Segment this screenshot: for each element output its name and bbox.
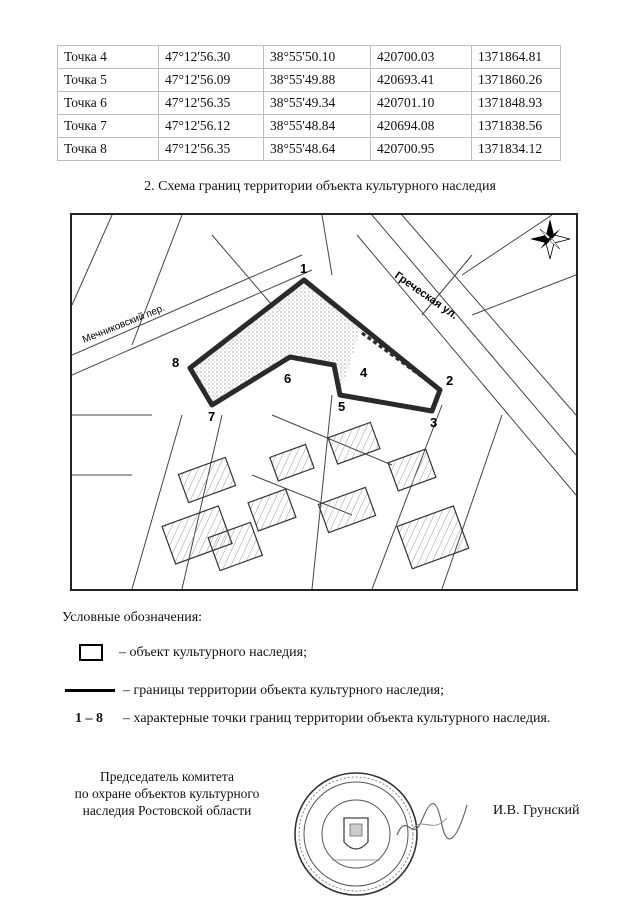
signatory-position-line-2: по охране объектов культурного <box>74 786 260 801</box>
table-cell: 38°55'48.84 <box>264 115 371 138</box>
point-label-7: 7 <box>208 409 216 424</box>
street-label-grecheskaya: Греческая ул. <box>392 269 460 322</box>
point-label-5: 5 <box>338 399 346 414</box>
table-cell: 420701.10 <box>371 92 472 115</box>
table-cell: 420700.95 <box>371 138 472 161</box>
signatory-position-line-1: Председатель комитета <box>100 769 234 784</box>
map-drawing <box>72 215 576 589</box>
building-outlines <box>162 422 469 570</box>
signatory-position <box>62 768 272 819</box>
table-cell: Точка 4 <box>58 46 159 69</box>
legend-border-label: – границы территории объекта культурного наследия; <box>123 683 444 698</box>
table-row <box>58 69 561 92</box>
table-row <box>58 92 561 115</box>
point-label-8: 8 <box>172 355 180 370</box>
table-cell: 38°55'48.64 <box>264 138 371 161</box>
table-row <box>58 138 561 161</box>
table-cell: 420693.41 <box>371 69 472 92</box>
table-cell: 47°12'56.30 <box>159 46 264 69</box>
legend-object-label: – объект культурного наследия; <box>119 645 307 660</box>
point-label-1: 1 <box>300 261 308 276</box>
street-label-mechnikovsky: Мечниковский пер. <box>81 302 167 346</box>
table-cell: 1371864.81 <box>472 46 561 69</box>
legend-object-symbol <box>79 644 103 661</box>
table-cell: 47°12'56.35 <box>159 92 264 115</box>
boundary-map <box>70 213 578 591</box>
signatory-name: И.В. Грунский <box>493 803 580 818</box>
point-label-4: 4 <box>360 365 368 380</box>
table-cell: 420700.03 <box>371 46 472 69</box>
point-label-6: 6 <box>284 371 292 386</box>
table-cell: Точка 6 <box>58 92 159 115</box>
table-row <box>58 115 561 138</box>
table-cell: Точка 7 <box>58 115 159 138</box>
table-cell: 1371834.12 <box>472 138 561 161</box>
legend-border-symbol <box>65 689 115 692</box>
table-cell: Точка 5 <box>58 69 159 92</box>
cadastral-lines <box>72 215 576 589</box>
table-cell: 38°55'49.88 <box>264 69 371 92</box>
handwritten-signature <box>392 790 472 850</box>
point-label-3: 3 <box>430 415 438 430</box>
legend-points-label: – характерные точки границ территории объекта культурного наследия. <box>123 711 551 726</box>
point-label-2: 2 <box>446 373 454 388</box>
legend-title: Условные обозначения: <box>62 610 203 625</box>
table-cell: 1371860.26 <box>472 69 561 92</box>
table-cell: 420694.08 <box>371 115 472 138</box>
table-cell: 47°12'56.35 <box>159 138 264 161</box>
table-cell: 38°55'49.34 <box>264 92 371 115</box>
table-row <box>58 46 561 69</box>
table-cell: 38°55'50.10 <box>264 46 371 69</box>
table-cell: 1371838.56 <box>472 115 561 138</box>
compass-icon <box>530 219 570 259</box>
scheme-title: 2. Схема границ территории объекта культурного наследия <box>144 179 496 194</box>
coordinates-table <box>57 45 561 161</box>
legend-points-range: 1 – 8 <box>75 711 103 726</box>
table-cell: Точка 8 <box>58 138 159 161</box>
table-cell: 47°12'56.09 <box>159 69 264 92</box>
signatory-position-line-3: наследия Ростовской области <box>82 803 252 818</box>
table-cell: 1371848.93 <box>472 92 561 115</box>
table-cell: 47°12'56.12 <box>159 115 264 138</box>
